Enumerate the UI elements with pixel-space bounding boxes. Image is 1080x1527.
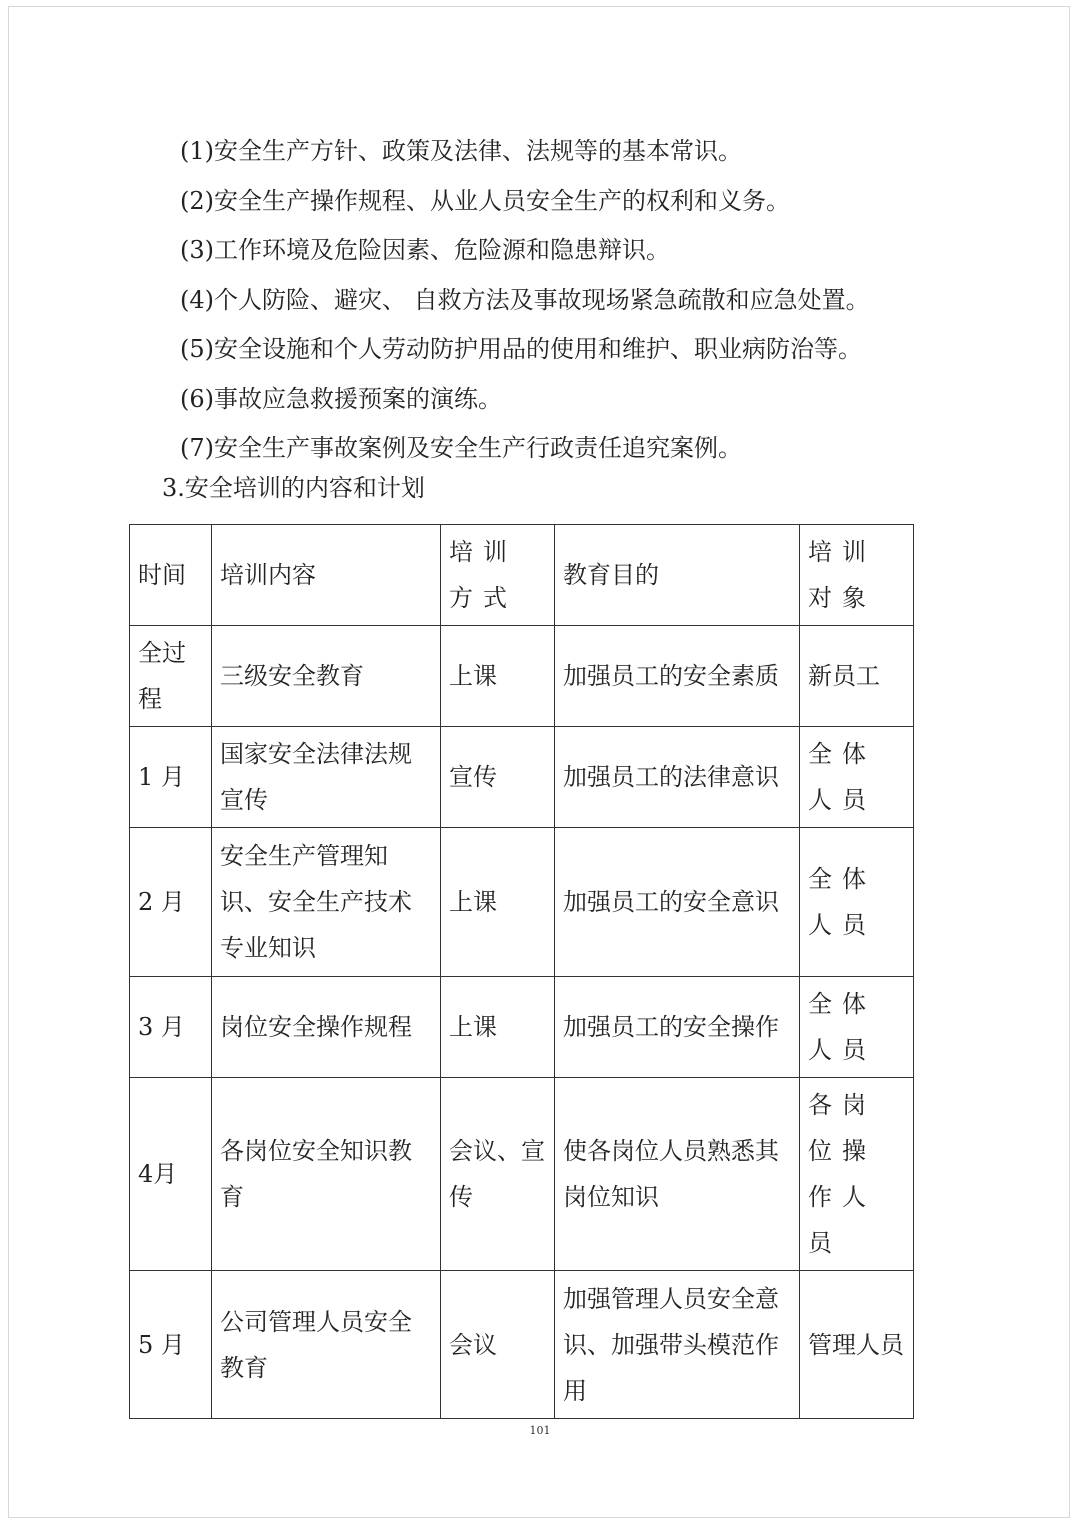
cell-method: 上课 <box>441 626 555 727</box>
section-heading: 3.安全培训的内容和计划 <box>162 474 425 502</box>
cell-content: 岗位安全操作规程 <box>212 977 441 1078</box>
cell-time: 4月 <box>130 1078 212 1271</box>
list-item: (2)安全生产操作规程、从业人员安全生产的权利和义务。 <box>180 186 790 215</box>
cell-target: 管理人员 <box>800 1271 914 1419</box>
cell-purpose: 加强员工的安全意识 <box>555 828 800 977</box>
list-item: (6)事故应急救援预案的演练。 <box>180 384 502 413</box>
cell-content: 公司管理人员安全教育 <box>212 1271 441 1419</box>
table-row <box>130 1271 914 1419</box>
list-item: (7)安全生产事故案例及安全生产行政责任追究案例。 <box>180 434 742 462</box>
training-topics-list <box>180 128 940 475</box>
table-row <box>130 626 914 727</box>
cell-purpose: 加强员工的安全操作 <box>555 977 800 1078</box>
cell-method: 上课 <box>441 828 555 977</box>
header-method: 培训方式 <box>441 525 555 626</box>
cell-time: 3 月 <box>130 977 212 1078</box>
table-header-row <box>130 525 914 626</box>
cell-target: 全体人员 <box>800 977 914 1078</box>
page-number: 101 <box>529 1424 551 1437</box>
cell-method: 宣传 <box>441 727 555 828</box>
cell-purpose: 加强员工的安全素质 <box>555 626 800 727</box>
cell-time: 全过程 <box>130 626 212 727</box>
header-target: 培训对象 <box>800 525 914 626</box>
cell-content: 三级安全教育 <box>212 626 441 727</box>
cell-time: 1 月 <box>130 727 212 828</box>
table-row <box>130 727 914 828</box>
header-purpose: 教育目的 <box>555 525 800 626</box>
cell-method: 会议 <box>441 1271 555 1419</box>
cell-method: 上课 <box>441 977 555 1078</box>
cell-purpose: 加强管理人员安全意识、加强带头模范作用 <box>555 1271 800 1419</box>
cell-time: 2 月 <box>130 828 212 977</box>
cell-target: 新员工 <box>800 626 914 727</box>
cell-target: 全体人员 <box>800 828 914 977</box>
cell-target: 各岗位操作人员 <box>800 1078 914 1271</box>
cell-content: 国家安全法律法规宣传 <box>212 727 441 828</box>
header-content: 培训内容 <box>212 525 441 626</box>
cell-content: 各岗位安全知识教育 <box>212 1078 441 1271</box>
cell-target: 全体人员 <box>800 727 914 828</box>
table-row <box>130 828 914 977</box>
training-plan-table <box>129 524 914 1419</box>
table-row <box>130 977 914 1078</box>
list-item: (4)个人防险、避灾、 自救方法及事故现场紧急疏散和应急处置。 <box>180 285 870 314</box>
cell-content: 安全生产管理知识、安全生产技术专业知识 <box>212 828 441 977</box>
list-item: (5)安全设施和个人劳动防护用品的使用和维护、职业病防治等。 <box>180 335 862 363</box>
cell-method: 会议、宣传 <box>441 1078 555 1271</box>
list-item: (1)安全生产方针、政策及法律、法规等的基本常识。 <box>180 137 742 165</box>
cell-purpose: 加强员工的法律意识 <box>555 727 800 828</box>
list-item: (3)工作环境及危险因素、危险源和隐患辩识。 <box>180 236 670 264</box>
table-row <box>130 1078 914 1271</box>
cell-purpose: 使各岗位人员熟悉其岗位知识 <box>555 1078 800 1271</box>
header-time: 时间 <box>130 525 212 626</box>
cell-time: 5 月 <box>130 1271 212 1419</box>
